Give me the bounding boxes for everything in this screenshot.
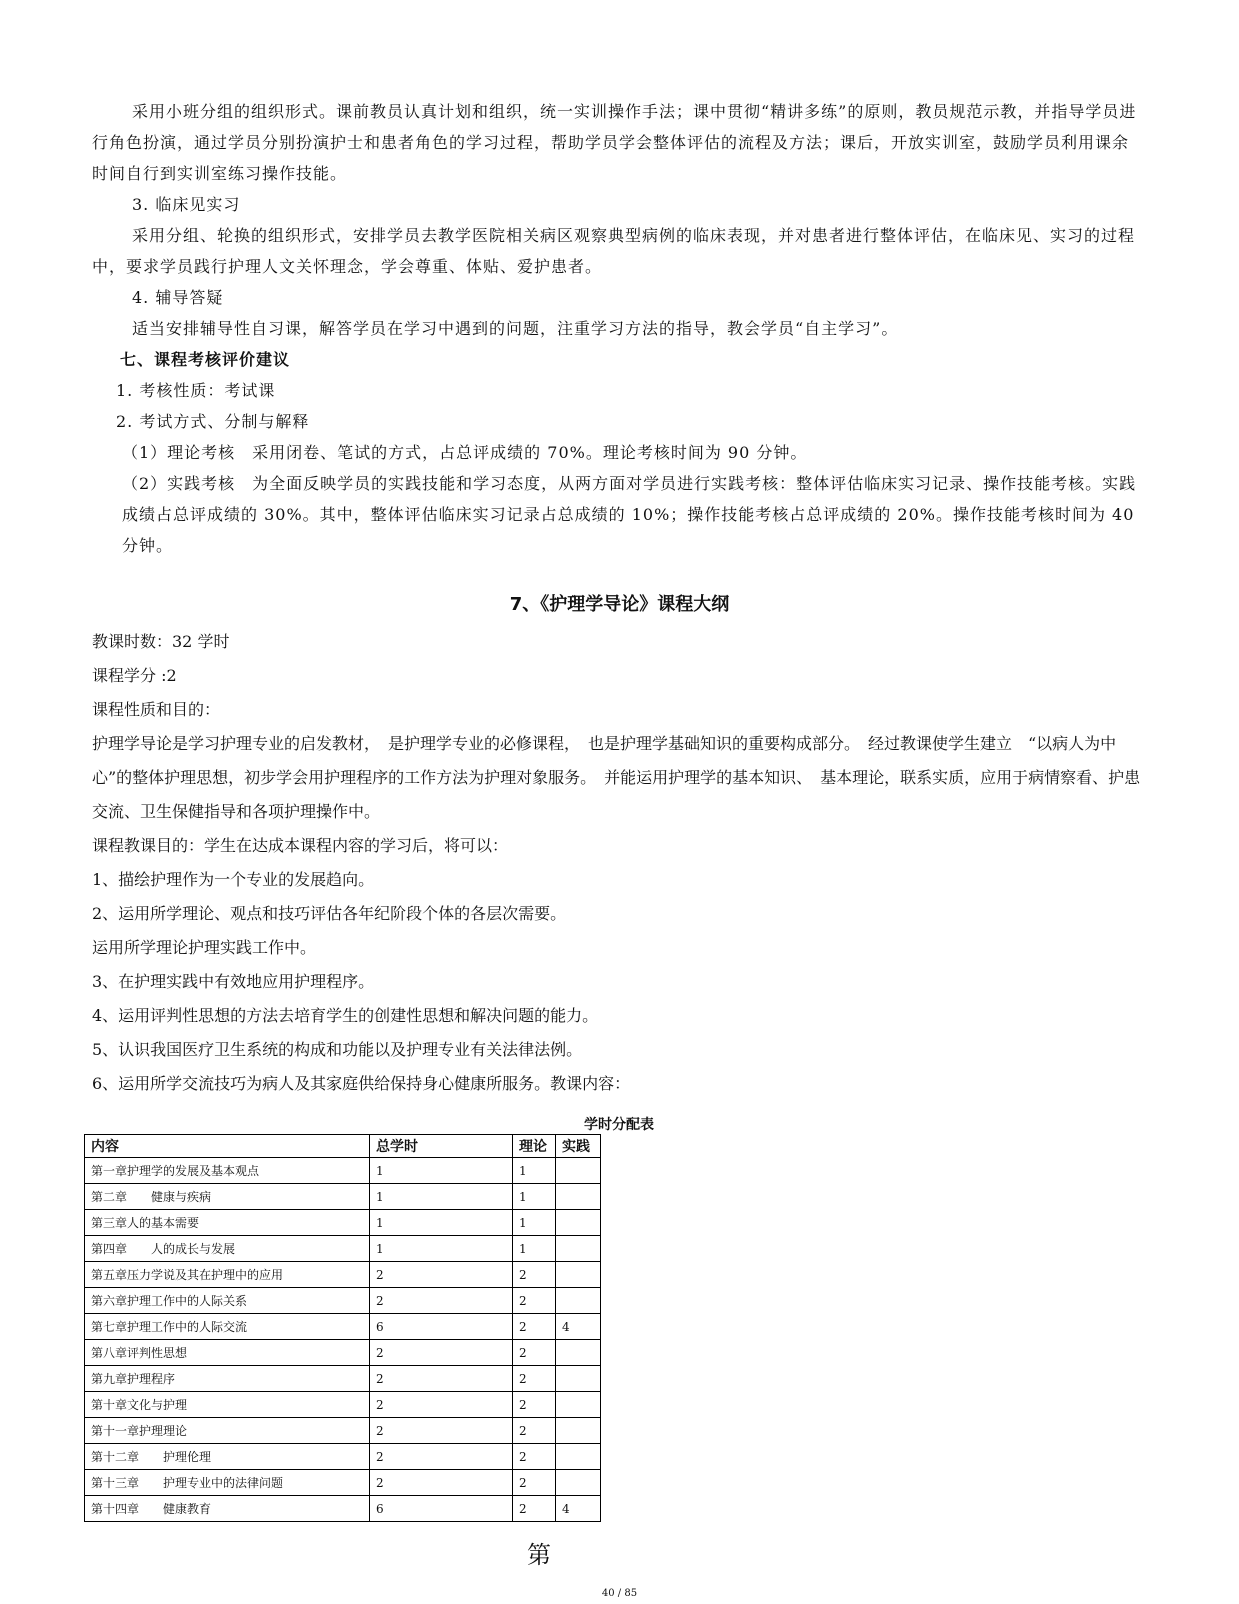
header-content: 内容 [85,1135,370,1158]
cell-theory: 2 [513,1314,556,1340]
table-row [85,1262,601,1288]
cell-content: 第六章护理工作中的人际关系 [85,1288,370,1314]
outline-line: 课程教课目的：学生在达成本课程内容的学习后，将可以： [92,836,509,855]
cell-total-hours: 2 [370,1444,513,1470]
cell-content: 第十三章 护理专业中的法律问题 [85,1470,370,1496]
header-theory: 理论 [513,1135,556,1158]
table-row [85,1418,601,1444]
header-total-hours: 总学时 [370,1135,513,1158]
cell-content: 第十一章护理理论 [85,1418,370,1444]
table-row [85,1184,601,1210]
paragraph: 适当安排辅导性自习课，解答学员在学习中遇到的问题，注重学习方法的指导，教会学员“自主学习”。 [132,319,899,338]
outline-line: 2、运用所学理论、观点和技巧评估各年纪阶段个体的各层次需要。 [92,904,567,923]
cell-practice: 4 [556,1496,601,1522]
cell-theory: 2 [513,1496,556,1522]
cell-theory: 2 [513,1470,556,1496]
cell-practice [556,1340,601,1366]
table-row [85,1392,601,1418]
table-row [85,1314,601,1340]
outline-line: 运用所学理论护理实践工作中。 [92,938,317,957]
page-number: 40 / 85 [601,1588,638,1599]
cell-theory: 1 [513,1184,556,1210]
cell-content: 第五章压力学说及其在护理中的应用 [85,1262,370,1288]
cell-content: 第八章评判性思想 [85,1340,370,1366]
cell-content: 第九章护理程序 [85,1366,370,1392]
table-header-row [85,1135,601,1158]
cell-practice [556,1288,601,1314]
cell-content: 第三章人的基本需要 [85,1210,370,1236]
cell-practice [556,1392,601,1418]
cell-practice [556,1418,601,1444]
table-row [85,1366,601,1392]
table-row [85,1210,601,1236]
table-row [85,1236,601,1262]
paragraph: 4. 辅导答疑 [132,288,224,307]
cell-content: 第七章护理工作中的人际交流 [85,1314,370,1340]
section-teaching-methods [92,96,1144,561]
paragraph: （1）理论考核 采用闭卷、笔试的方式，占总评成绩的 70%。理论考核时间为 90 分钟。 [122,443,808,462]
table-row [85,1470,601,1496]
cell-total-hours: 2 [370,1392,513,1418]
cell-theory: 2 [513,1340,556,1366]
cell-total-hours: 6 [370,1314,513,1340]
table-row [85,1444,601,1470]
cell-content: 第一章护理学的发展及基本观点 [85,1158,370,1184]
cell-content: 第十二章 护理伦理 [85,1444,370,1470]
outline-line: 3、在护理实践中有效地应用护理程序。 [92,972,375,991]
cell-total-hours: 2 [370,1470,513,1496]
cell-total-hours: 2 [370,1418,513,1444]
cell-total-hours: 6 [370,1496,513,1522]
cell-theory: 2 [513,1418,556,1444]
cell-total-hours: 2 [370,1262,513,1288]
cell-practice [556,1184,601,1210]
trailing-char: 第 [527,1541,551,1569]
cell-total-hours: 1 [370,1210,513,1236]
cell-practice [556,1444,601,1470]
outline-line: 4、运用评判性思想的方法去培育学生的创建性思想和解决问题的能力。 [92,1006,599,1025]
cell-practice [556,1262,601,1288]
paragraph: 采用分组、轮换的组织形式，安排学员去教学医院相关病区观察典型病例的临床表现，并对患者进行整体评估，在临床见、实习的过程中，要求学员践行护理人文关怀理念，学会尊重、体贴、爱护患者。 [92,226,1136,276]
outline-line: 6、运用所学交流技巧为病人及其家庭供给保持身心健康所服务。教课内容： [92,1074,631,1093]
cell-practice [556,1366,601,1392]
cell-theory: 2 [513,1288,556,1314]
paragraph: 采用小班分组的组织形式。课前教员认真计划和组织，统一实训操作手法；课中贯彻“精讲多练”的原则，教员规范示教，并指导学员进行角色扮演，通过学员分别扮演护士和患者角色的学习过程，帮助学员学会整体评估的流程及方法；课后，开放实训室，鼓励学员利用课余时间自行到实训室练习操作技能。 [92,102,1137,183]
outline-line: 5、认识我国医疗卫生系统的构成和功能以及护理专业有关法律法例。 [92,1040,583,1059]
cell-content: 第二章 健康与疾病 [85,1184,370,1210]
cell-practice [556,1236,601,1262]
cell-theory: 1 [513,1210,556,1236]
cell-total-hours: 2 [370,1366,513,1392]
cell-theory: 2 [513,1392,556,1418]
paragraph: 3. 临床见实习 [132,195,241,214]
cell-total-hours: 1 [370,1236,513,1262]
paragraph: 2. 考试方式、分制与解释 [116,412,310,431]
section-course-outline [92,625,1144,1101]
paragraph: 1. 考核性质：考试课 [116,381,276,400]
cell-content: 第四章 人的成长与发展 [85,1236,370,1262]
table-row [85,1496,601,1522]
page-title: 7、《护理学导论》课程大纲 [509,594,730,615]
outline-line: 护理学导论是学习护理专业的启发教材， 是护理学专业的必修课程， 也是护理学基础知识的重要构成部分。 经过教课使学生建立 “以病人为中心”的整体护理思想，初步学会用护理程序的工作方法为护理对象服务。 并能运用护理学的基本知识、 基本理论，联系实质，应用于病情察看、护患交流、卫生保健指导和各项护理操作中。 [92,734,1141,821]
cell-total-hours: 2 [370,1288,513,1314]
header-practice: 实践 [556,1135,601,1158]
cell-total-hours: 2 [370,1340,513,1366]
cell-practice [556,1210,601,1236]
outline-line: 课程学分 :2 [92,666,177,685]
paragraph: （2）实践考核 为全面反映学员的实践技能和学习态度，从两方面对学员进行实践考核：整体评估临床实习记录、操作技能考核。实践成绩占总评成绩的 30%。其中，整体评估临床实习记录占总成绩的 10%；操作技能考核占总评成绩的 20%。操作技能考核时间为 40 分钟。 [122,474,1137,555]
cell-theory: 2 [513,1262,556,1288]
cell-theory: 1 [513,1158,556,1184]
table-caption: 学时分配表 [584,1117,654,1133]
cell-practice: 4 [556,1314,601,1340]
table-row [85,1340,601,1366]
cell-theory: 2 [513,1366,556,1392]
cell-practice [556,1470,601,1496]
table-row [85,1288,601,1314]
paragraph: 七、课程考核评价建议 [120,350,291,369]
cell-content: 第十四章 健康教育 [85,1496,370,1522]
outline-line: 课程性质和目的： [92,700,221,719]
cell-total-hours: 1 [370,1184,513,1210]
cell-theory: 2 [513,1444,556,1470]
outline-line: 教课时数：32 学时 [92,632,230,651]
cell-theory: 1 [513,1236,556,1262]
cell-practice [556,1158,601,1184]
hours-allocation-table [84,1134,601,1522]
cell-total-hours: 1 [370,1158,513,1184]
cell-content: 第十章文化与护理 [85,1392,370,1418]
table-row [85,1158,601,1184]
outline-line: 1、描绘护理作为一个专业的发展趋向。 [92,870,375,889]
